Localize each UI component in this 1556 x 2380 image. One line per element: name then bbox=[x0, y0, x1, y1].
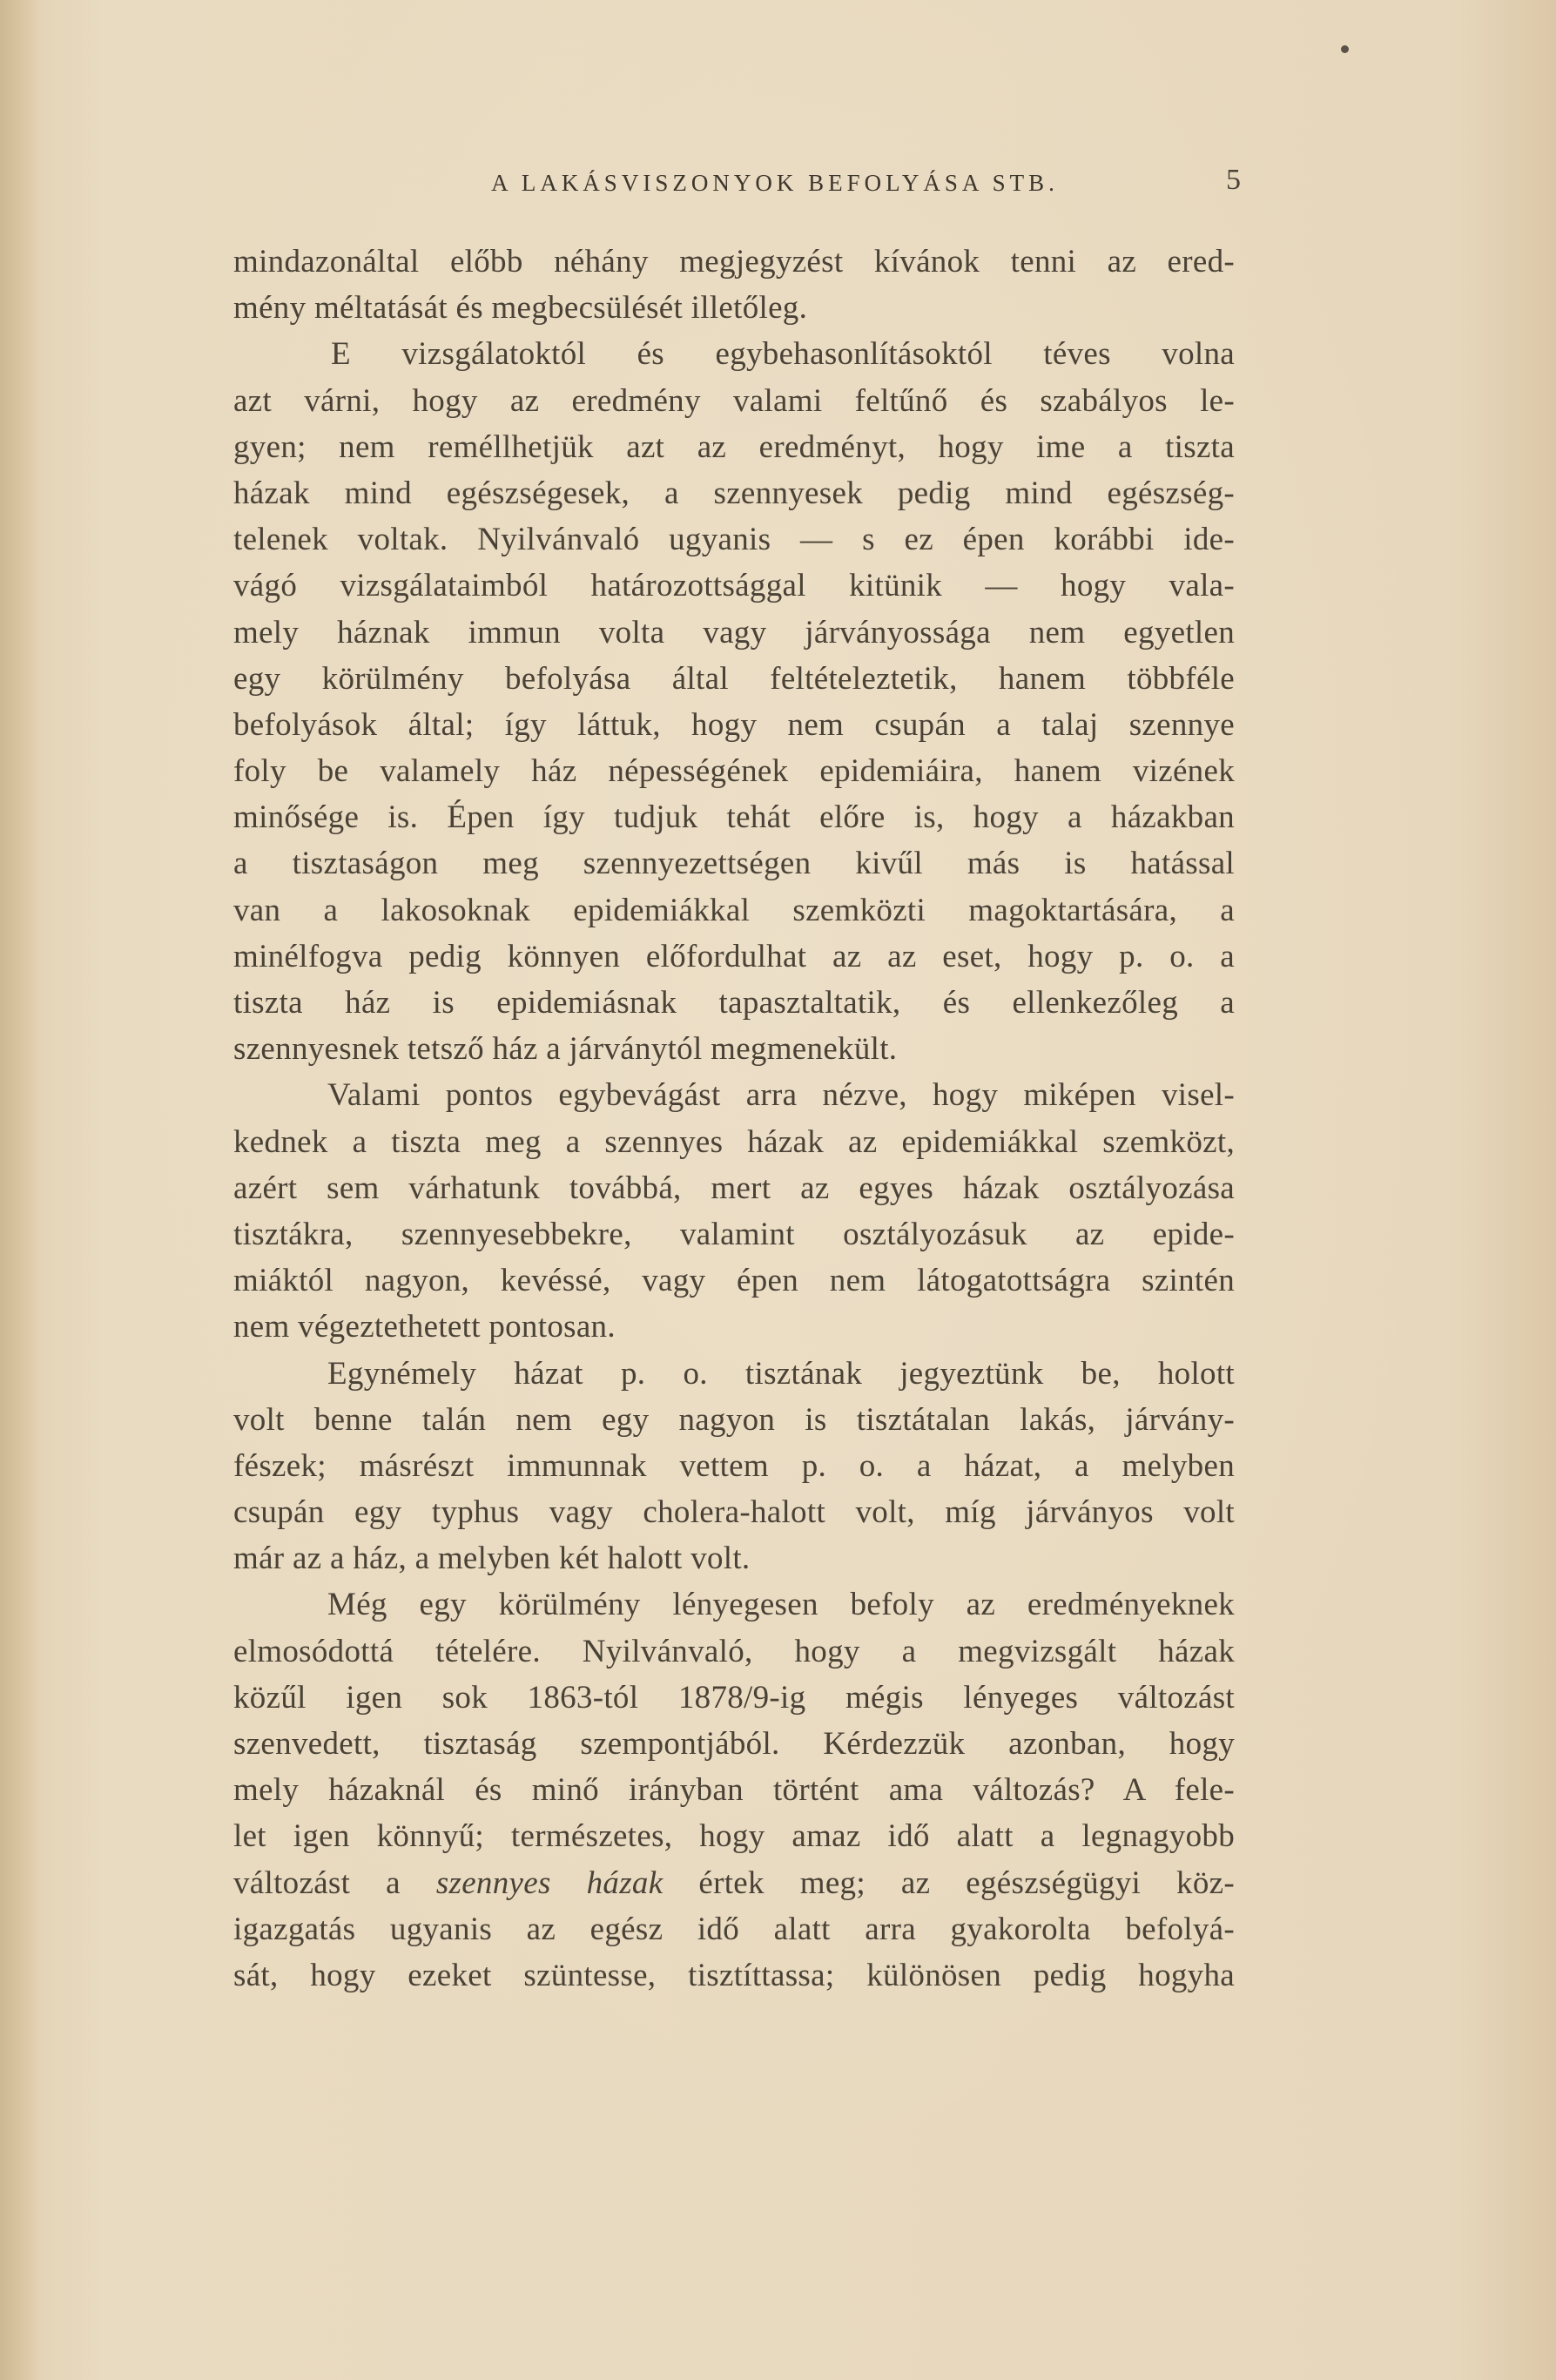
text-line: fészek; másrészt immunnak vettem p. o. a házat, a melyben bbox=[233, 1447, 1235, 1484]
text-line: vágó vizsgálataimból határozottsággal kitünik — hogy vala- bbox=[233, 568, 1235, 604]
text-line: foly be valamely ház népességének epidemiáira, hanem vizének bbox=[233, 753, 1235, 790]
text-line: Valami pontos egybevágást arra nézve, hogy miképen visel- bbox=[327, 1077, 1235, 1114]
text-line: volt benne talán nem egy nagyon is tisztátalan lakás, járvány- bbox=[233, 1401, 1235, 1438]
text-line: mény méltatását és megbecsülését illetőleg. bbox=[233, 290, 808, 327]
text-line: házak mind egészségesek, a szennyesek pedig mind egészség- bbox=[233, 475, 1235, 511]
text-line: azt várni, hogy az eredmény valami feltűnő és szabályos le- bbox=[233, 382, 1235, 419]
text-line: minősége is. Épen így tudjuk tehát előre is, hogy a házakban bbox=[233, 799, 1235, 836]
page-spine-shadow bbox=[0, 0, 40, 2380]
emphasized-phrase: szennyes házak bbox=[435, 1864, 663, 1901]
text-line: miáktól nagyon, kevéssé, vagy épen nem látogatottságra szintén bbox=[233, 1263, 1235, 1299]
text-line: mindazonáltal előbb néhány megjegyzést kívánok tenni az ered- bbox=[233, 244, 1235, 280]
running-title: A LAKÁSVISZONYOK BEFOLYÁSA STB. bbox=[491, 170, 1059, 196]
text-line: sát, hogy ezeket szüntesse, tisztíttassa; különösen pedig hogyha bbox=[233, 1957, 1235, 1993]
text-line: azért sem várhatunk továbbá, mert az egyes házak osztályozása bbox=[233, 1170, 1235, 1206]
text-line: szennyesnek tetsző ház a járványtól megmenekült. bbox=[233, 1031, 898, 1068]
text-line: a tisztaságon meg szennyezettségen kivűl más is hatással bbox=[233, 846, 1235, 882]
paragraph-5 bbox=[233, 1581, 1235, 1999]
text-line: telenek voltak. Nyilvánvaló ugyanis — s ez épen korábbi ide- bbox=[233, 522, 1235, 558]
paragraph-1 bbox=[233, 239, 1235, 331]
text-line: van a lakosoknak epidemiákkal szemközti magoktartására, a bbox=[233, 892, 1235, 928]
text-line: közűl igen sok 1863-tól 1878/9-ig mégis lényeges változást bbox=[233, 1679, 1235, 1716]
text-line: gyen; nem reméllhetjük azt az eredményt, hogy ime a tiszta bbox=[233, 428, 1235, 465]
text-line: Még egy körülmény lényegesen befoly az eredményeknek bbox=[327, 1587, 1235, 1623]
text-line: tisztákra, szennyesebbekre, valamint osztályozásuk az epide- bbox=[233, 1216, 1235, 1252]
text-line: mely házaknál és minő irányban történt ama változás? A fele- bbox=[233, 1772, 1235, 1809]
text-line: minélfogva pedig könnyen előfordulhat az az eset, hogy p. o. a bbox=[233, 938, 1235, 974]
text-line: befolyások által; így láttuk, hogy nem csupán a talaj szennye bbox=[233, 706, 1235, 743]
text-line: igazgatás ugyanis az egész idő alatt arra gyakorolta befolyá- bbox=[233, 1911, 1235, 1947]
text-line: let igen könnyű; természetes, hogy amaz idő alatt a legnagyobb bbox=[233, 1818, 1235, 1855]
text-line: E vizsgálatoktól és egybehasonlításoktól téves volna bbox=[331, 336, 1235, 373]
text-line: tiszta ház is epidemiásnak tapasztaltatik, és ellenkezőleg a bbox=[233, 985, 1235, 1021]
text-line: mely háznak immun volta vagy járványossága nem egyetlen bbox=[233, 614, 1235, 651]
paragraph-2 bbox=[233, 331, 1235, 1072]
text-line: elmosódottá tételére. Nyilvánvaló, hogy a megvizsgált házak bbox=[233, 1633, 1235, 1669]
paragraph-3 bbox=[233, 1072, 1235, 1350]
text-line: szenvedett, tisztaság szempontjából. Kérdezzük azonban, hogy bbox=[233, 1726, 1235, 1762]
ink-speck bbox=[1341, 45, 1349, 53]
body-text bbox=[233, 239, 1235, 1999]
text-line: csupán egy typhus vagy cholera-halott volt, míg járványos volt bbox=[233, 1494, 1235, 1531]
text-line: már az a ház, a melyben két halott volt. bbox=[233, 1541, 751, 1577]
text-line: egy körülmény befolyása által feltételeztetik, hanem többféle bbox=[233, 660, 1235, 697]
text-line: nem végeztethetett pontosan. bbox=[233, 1309, 616, 1345]
text-line: Egynémely házat p. o. tisztának jegyeztünk be, holott bbox=[327, 1355, 1235, 1392]
page-number: 5 bbox=[1226, 164, 1241, 196]
text-line: kednek a tiszta meg a szennyes házak az epidemiákkal szemközt, bbox=[233, 1123, 1235, 1160]
paragraph-4 bbox=[233, 1351, 1235, 1582]
text-line: változást a szennyes házak értek meg; az egészségügyi köz- bbox=[233, 1864, 1235, 1901]
